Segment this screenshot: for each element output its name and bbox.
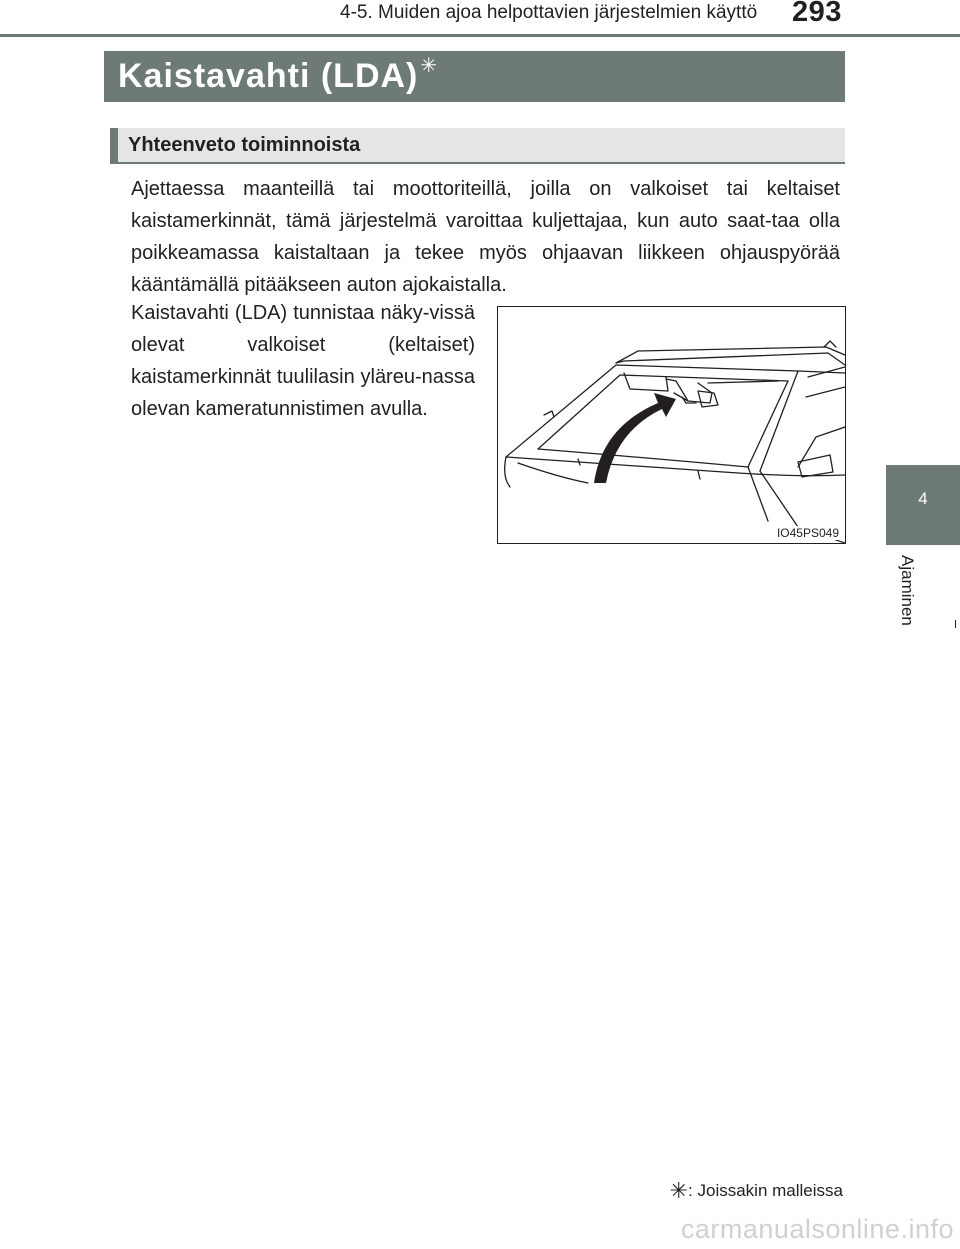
subsection-bar [110, 128, 845, 164]
footnote [670, 1178, 843, 1204]
windshield-camera-illustration [497, 306, 846, 544]
subsection-accent [110, 128, 118, 164]
title-bar [104, 51, 845, 102]
title-asterisk: ✳ [420, 55, 439, 77]
figure-code: IO45PS049 [776, 526, 839, 540]
page-title [118, 57, 438, 96]
footnote-asterisk: ✳ [669, 1178, 689, 1203]
body-paragraph-2: Kaistavahti (LDA) tunnistaa näky-vissä olevat valkoiset (keltaiset) kaistamerkinnät tuulilasin yläreu-nassa olevan kameratunnistimen avulla. [131, 302, 475, 420]
footnote-text: : Joissakin malleissa [688, 1181, 843, 1200]
header-section-title: 4-5. Muiden ajoa helpottavien järjestelmien käyttö [340, 2, 758, 23]
subsection-heading: Yhteenveto toiminnoista [128, 134, 361, 156]
chapter-label: Ajaminen [898, 555, 917, 626]
title-text: Kaistavahti (LDA) [118, 57, 419, 95]
header-rule [0, 34, 960, 37]
chapter-tab [886, 465, 960, 545]
watermark: carmanualsonline.info [680, 1214, 954, 1244]
side-tick [955, 620, 956, 628]
body-paragraph-1: Ajettaessa maanteillä tai moottoriteillä, joilla on valkoiset tai keltaiset kaistamerkinnät, tämä järjestelmä varoittaa kuljettajaa, kun auto saat-taa olla poikkeamassa kaistaltaan ja tekee myös ohjaavan liikkeen ohjauspyörää kääntämällä pitääkseen auton ajokaistalla. [131, 178, 840, 296]
windshield-drawing [498, 307, 845, 543]
chapter-number: 4 [918, 489, 928, 508]
page-number: 293 [792, 0, 842, 28]
